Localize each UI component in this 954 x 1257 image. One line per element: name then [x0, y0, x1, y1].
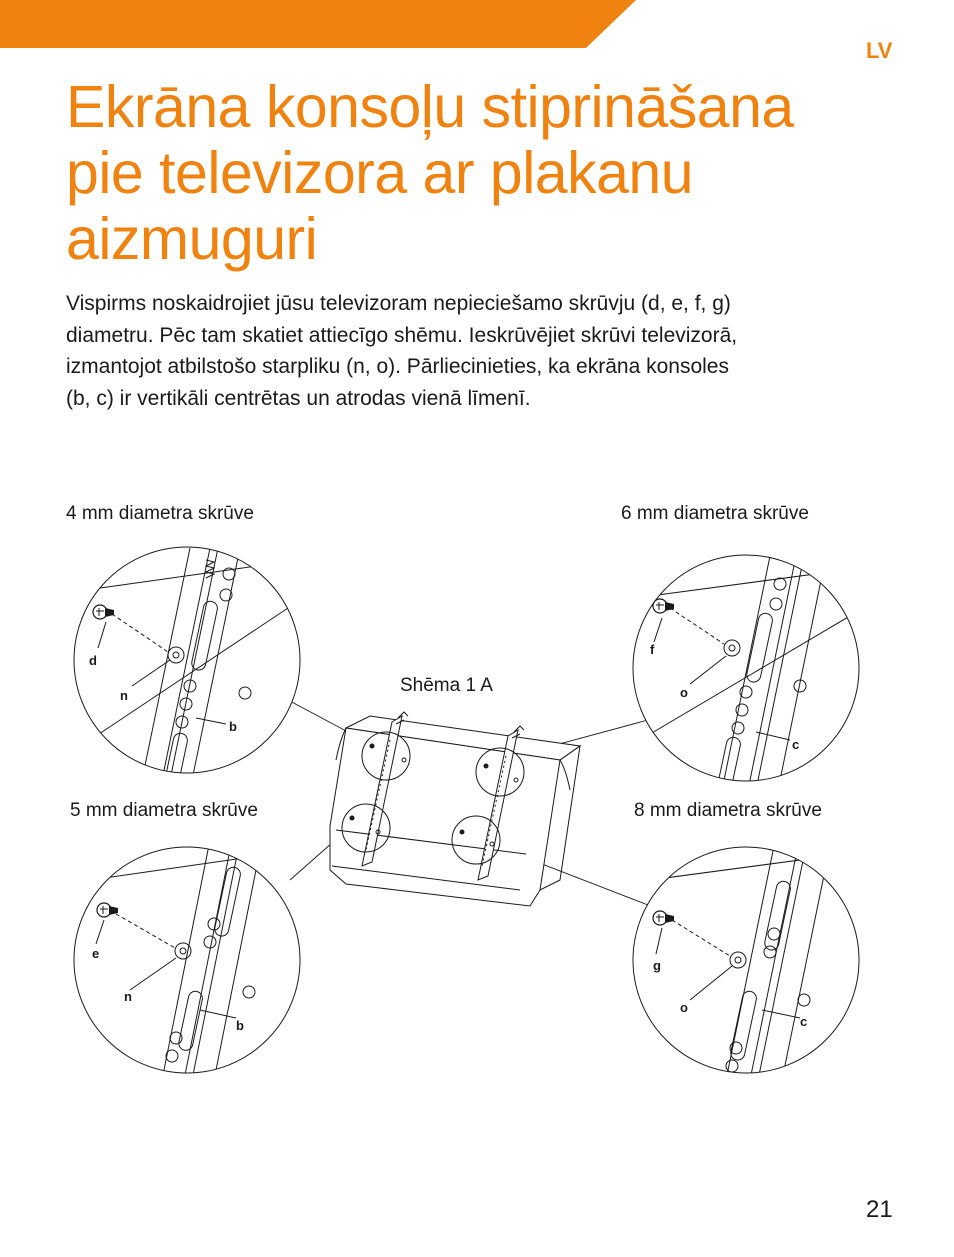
intro-line: diametru. Pēc tam skatiet attiecīgo shēmu. Ieskrūvējiet skrūvi televizorā, — [66, 323, 738, 347]
intro-line: Vispirms noskaidrojiet jūsu televizoram nepieciešamo skrūvju (d, e, f, g) — [66, 292, 731, 315]
label-spacer-n: n — [120, 688, 128, 703]
language-code: LV — [866, 38, 893, 63]
detail-4mm — [74, 547, 300, 794]
label-bracket-c: c — [800, 1014, 808, 1029]
label-spacer-n: n — [124, 989, 132, 1004]
caption-8mm-screw: 8 mm diametra skrūve — [634, 800, 822, 821]
label-bracket-b: b — [229, 719, 237, 734]
label-spacer-o: o — [680, 1000, 688, 1015]
label-screw-f: f — [650, 642, 655, 657]
label-spacer-o: o — [680, 685, 688, 700]
caption-6mm-screw: 6 mm diametra skrūve — [621, 503, 809, 524]
label-screw-d: d — [89, 653, 97, 668]
title-line: Ekrāna konsoļu stiprināšana — [66, 74, 794, 140]
caption-4mm-screw: 4 mm diametra skrūve — [66, 503, 254, 524]
page-number: 21 — [866, 1196, 893, 1223]
detail-6mm — [633, 555, 860, 798]
detail-8mm — [633, 846, 860, 1080]
label-screw-g: g — [653, 958, 661, 973]
caption-5mm-screw: 5 mm diametra skrūve — [70, 800, 258, 821]
detail-5mm — [74, 840, 300, 1080]
label-bracket-b: b — [236, 1018, 244, 1033]
caption-scheme: Shēma 1 A — [400, 675, 493, 696]
title-line: aizmuguri — [66, 206, 318, 272]
title-line: pie televizora ar plakanu — [66, 140, 694, 206]
tv-back-illustration — [330, 712, 580, 906]
label-bracket-c: c — [792, 737, 800, 752]
intro-line: (b, c) ir vertikāli centrētas un atrodas vienā līmenī. — [66, 386, 531, 410]
intro-line: izmantojot atbilstošo starpliku (n, o). Pārliecinieties, ka ekrāna konsoles — [66, 355, 729, 378]
label-screw-e: e — [92, 946, 100, 961]
